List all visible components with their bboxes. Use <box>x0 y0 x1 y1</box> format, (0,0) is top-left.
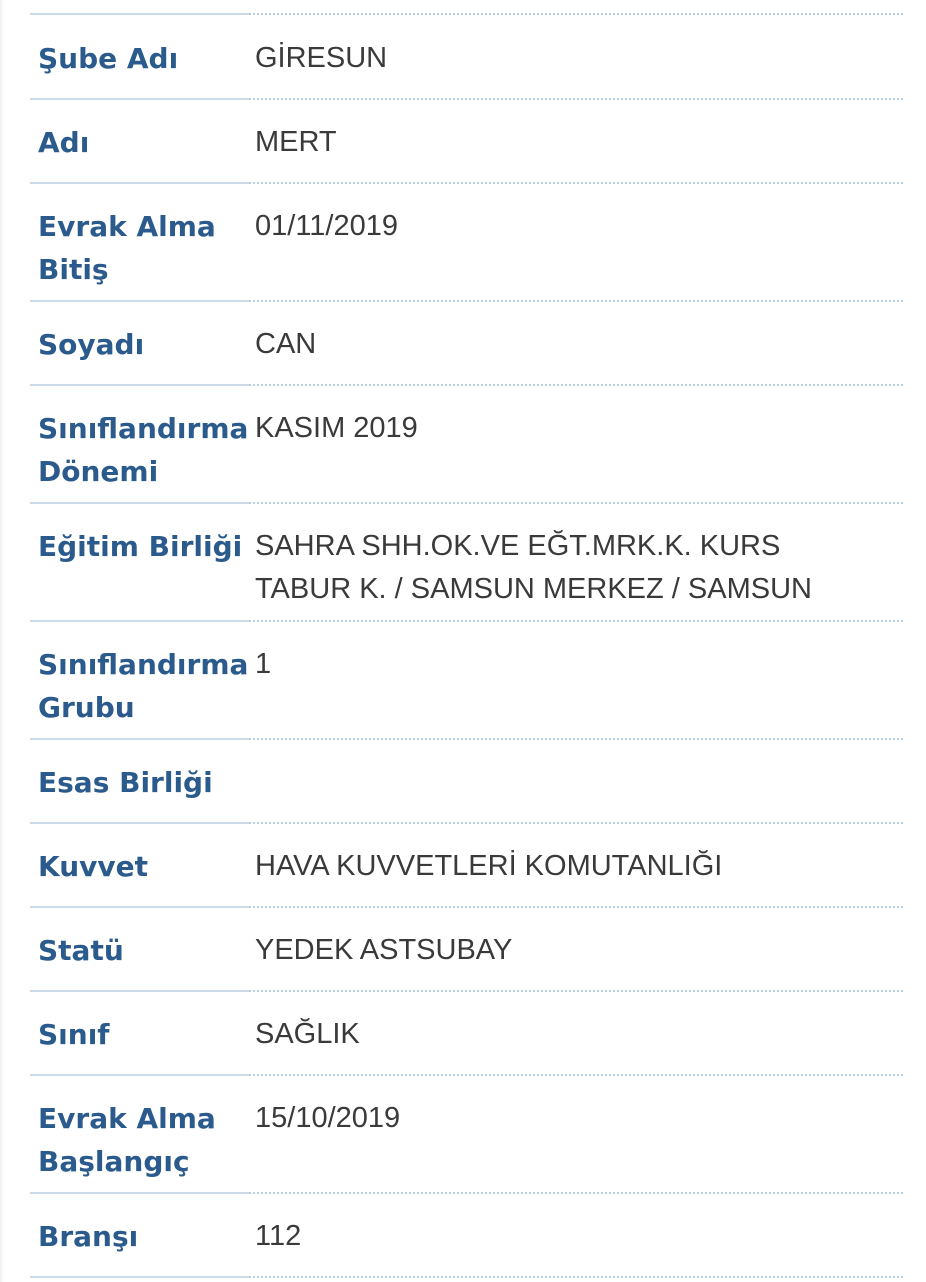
label-kuvvet: Kuvvet <box>30 824 249 908</box>
value-evrak-alma-bitis: 01/11/2019 <box>249 184 903 302</box>
label-statu: Statü <box>30 908 249 992</box>
label-siniflandirma-donemi: Sınıflandırma Dönemi <box>30 386 249 504</box>
value-siniflandirma-donemi: KASIM 2019 <box>249 386 903 504</box>
details-table <box>30 13 903 1278</box>
row-sube-adi <box>30 16 903 100</box>
row-soyadi <box>30 302 903 386</box>
value-adi: MERT <box>249 100 903 184</box>
row-siniflandirma-grubu <box>30 622 903 740</box>
row-statu <box>30 908 903 992</box>
label-sinif: Sınıf <box>30 992 249 1076</box>
row-egitim-birligi <box>30 504 903 622</box>
page-edge-shadow <box>0 0 4 1282</box>
value-kuvvet: HAVA KUVVETLERİ KOMUTANLIĞI <box>249 824 903 908</box>
row-adi <box>30 100 903 184</box>
value-statu: YEDEK ASTSUBAY <box>249 908 903 992</box>
label-evrak-alma-baslangic: Evrak Alma Başlangıç <box>30 1076 249 1194</box>
value-egitim-birligi: SAHRA SHH.OK.VE EĞT.MRK.K. KURS TABUR K. / SAMSUN MERKEZ / SAMSUN <box>249 504 903 622</box>
value-bransi: 112 <box>249 1194 903 1278</box>
row-bransi <box>30 1194 903 1278</box>
row-sinif <box>30 992 903 1076</box>
label-soyadi: Soyadı <box>30 302 249 386</box>
row-evrak-alma-baslangic <box>30 1076 903 1194</box>
value-sinif: SAĞLIK <box>249 992 903 1076</box>
value-sube-adi: GİRESUN <box>249 16 903 100</box>
label-egitim-birligi: Eğitim Birliği <box>30 504 249 622</box>
label-siniflandirma-grubu: Sınıflandırma Grubu <box>30 622 249 740</box>
label-adi: Adı <box>30 100 249 184</box>
row-esas-birligi <box>30 740 903 824</box>
row-evrak-alma-bitis <box>30 184 903 302</box>
value-siniflandirma-grubu: 1 <box>249 622 903 740</box>
row-siniflandirma-donemi <box>30 386 903 504</box>
value-soyadi: CAN <box>249 302 903 386</box>
value-esas-birligi <box>249 740 903 824</box>
row-kuvvet <box>30 824 903 908</box>
value-evrak-alma-baslangic: 15/10/2019 <box>249 1076 903 1194</box>
label-bransi: Branşı <box>30 1194 249 1278</box>
label-evrak-alma-bitis: Evrak Alma Bitiş <box>30 184 249 302</box>
label-sube-adi: Şube Adı <box>30 16 249 100</box>
label-esas-birligi: Esas Birliği <box>30 740 249 824</box>
